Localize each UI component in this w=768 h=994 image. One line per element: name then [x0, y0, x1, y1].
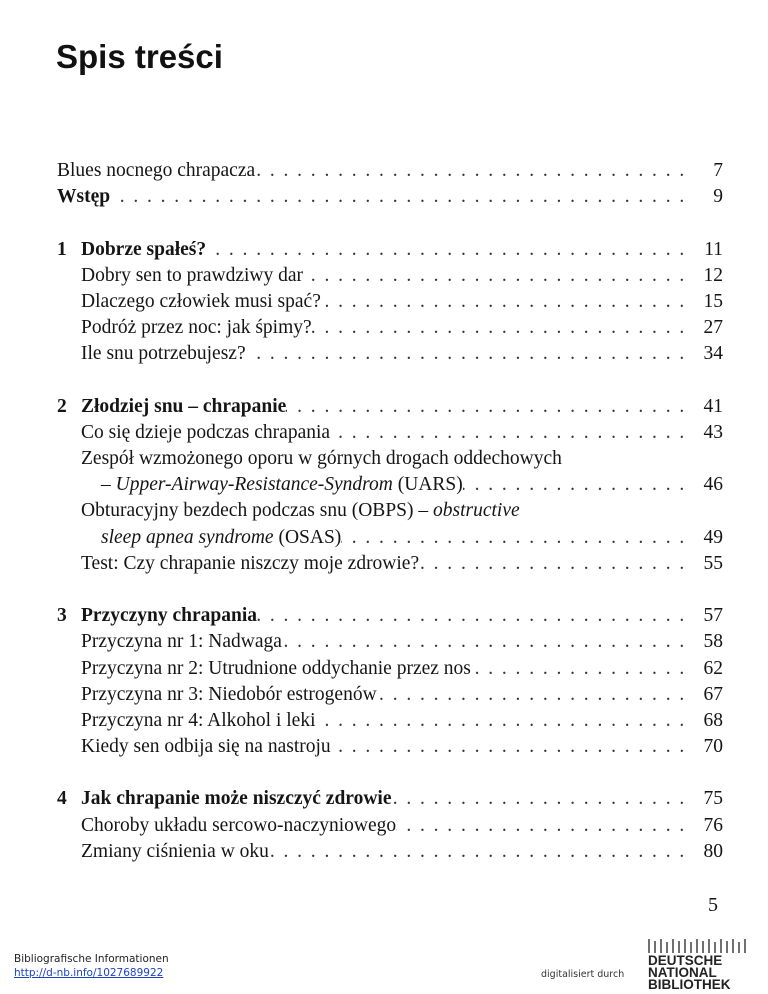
dnb-logo-bars: [649, 939, 745, 953]
toc-entry[interactable]: [57, 525, 723, 551]
toc-entry[interactable]: [57, 289, 723, 315]
toc-entry-text: Dobrze spałeś?: [81, 238, 207, 260]
toc-entry-suffix: (OSAS): [273, 526, 342, 548]
toc-entry-text: Blues nocnego chrapacza: [57, 159, 256, 181]
toc-page-number: 76: [703, 814, 723, 836]
toc-page-number: 62: [703, 657, 723, 679]
toc-entry-title: [57, 158, 255, 184]
toc-entry-title: [81, 786, 392, 812]
toc-entry-italic: sleep apnea syndrome: [101, 526, 274, 548]
toc-entry-text: Podróż przez noc: jak śpimy?: [81, 317, 312, 339]
biblio-label: Bibliografische Informationen: [14, 953, 169, 965]
chapter-number: 4: [57, 788, 67, 810]
toc-entry[interactable]: [57, 498, 723, 524]
dnb-logo-text: [648, 953, 731, 991]
toc-page-number: 43: [703, 421, 723, 443]
toc-entry[interactable]: [57, 813, 723, 839]
toc-page-number: 57: [703, 605, 723, 627]
toc-entry-title: [81, 263, 303, 289]
toc-entry-italic: obstructive: [433, 500, 520, 522]
dnb-logo: [646, 939, 752, 991]
toc-entry[interactable]: [57, 551, 723, 577]
toc-entry-text: Przyczyna nr 1: Nadwaga: [81, 631, 282, 653]
chapter-number: 1: [57, 238, 67, 260]
toc-entry-title: [81, 551, 419, 577]
dot-leader: [269, 839, 693, 865]
toc-entry-title: [101, 472, 463, 498]
toc-entry[interactable]: [57, 734, 723, 760]
toc-entry-title: [81, 629, 282, 655]
page-title: Spis treści: [56, 38, 223, 75]
dot-leader: [331, 734, 693, 760]
dot-leader: [471, 656, 693, 682]
toc-entry[interactable]: [57, 656, 723, 682]
toc-entry-italic: Upper-Airway-Resistance-Syndrom: [115, 474, 393, 496]
toc-entry[interactable]: [57, 341, 723, 367]
toc-entry-text: Przyczyny chrapania: [81, 605, 258, 627]
toc-page-number: 46: [703, 474, 723, 496]
toc-entry-text: Jak chrapanie może niszczyć zdrowie: [81, 788, 392, 810]
digitized-by-label: digitalisiert durch: [541, 969, 625, 980]
bibliographic-info: [14, 952, 169, 980]
toc-entry-title: [81, 734, 331, 760]
toc-entry-text: Choroby układu sercowo-naczyniowego: [81, 814, 397, 836]
toc-gap: [57, 368, 723, 394]
toc-page-number: 75: [703, 788, 723, 810]
toc-entry-text: Test: Czy chrapanie niszczy moje zdrowie?: [81, 552, 420, 574]
toc-entry[interactable]: [57, 420, 723, 446]
dnb-logo-line-1: DEUTSCHE: [648, 953, 723, 968]
dot-leader: [316, 708, 694, 734]
toc-entry[interactable]: [57, 629, 723, 655]
toc-entry-title: [57, 184, 110, 210]
toc-page-number: 55: [703, 552, 723, 574]
toc-gap: [57, 577, 723, 603]
toc-entry-text: Dlaczego człowiek musi spać?: [81, 290, 321, 312]
dot-leader: [110, 184, 693, 210]
toc-entry[interactable]: [57, 315, 723, 341]
toc-entry-text: Wstęp: [57, 186, 111, 208]
toc-page-number: 41: [703, 395, 723, 417]
toc-page-number: 80: [703, 840, 723, 862]
toc-page-number: 12: [703, 264, 723, 286]
dot-leader: [282, 629, 693, 655]
toc-page-number: 34: [703, 343, 723, 365]
dot-leader: [463, 472, 693, 498]
toc-entry-title: [81, 289, 321, 315]
dot-leader: [303, 263, 693, 289]
toc-entry-title: [81, 315, 312, 341]
dot-leader: [330, 420, 693, 446]
toc-entry[interactable]: [57, 237, 723, 263]
dnb-logo-line-2: NATIONAL: [648, 965, 717, 980]
toc-entry-title: [101, 525, 341, 551]
toc-entry-text: Przyczyna nr 3: Niedobór estrogenów: [81, 683, 377, 705]
toc-entry[interactable]: [57, 263, 723, 289]
toc-entry-title: [81, 708, 316, 734]
toc-entry[interactable]: [57, 682, 723, 708]
biblio-link[interactable]: http://d-nb.info/1027689922: [14, 967, 164, 979]
toc-entry-title: [81, 420, 330, 446]
dot-leader: [341, 525, 693, 551]
page-number: 5: [708, 894, 718, 916]
dot-leader: [396, 813, 693, 839]
toc-entry-text: Złodziej snu – chrapanie: [81, 395, 287, 417]
toc-entry[interactable]: [57, 394, 723, 420]
chapter-number: 2: [57, 395, 67, 417]
toc-gap: [57, 760, 723, 786]
toc-entry-text: Kiedy sen odbija się na nastroju: [81, 736, 331, 758]
toc-entry-text: Zmiany ciśnienia w oku: [81, 840, 269, 862]
dnb-logo-line-3: BIBLIOTHEK: [648, 977, 731, 991]
toc-entry-suffix: (UARS): [392, 474, 463, 496]
toc-entry-text: Co się dzieje podczas chrapania: [81, 421, 331, 443]
toc-page-number: 67: [703, 683, 723, 705]
toc-page-number: 15: [703, 290, 723, 312]
toc-entry[interactable]: [57, 839, 723, 865]
toc-entry[interactable]: [57, 446, 723, 472]
toc-entry-text: Dobry sen to prawdziwy dar: [81, 264, 304, 286]
toc-entry[interactable]: [57, 603, 723, 629]
toc-entry-text: Zespół wzmożonego oporu w górnych drogach oddechowych: [81, 448, 562, 470]
dot-leader: [312, 315, 693, 341]
dot-leader: [321, 289, 693, 315]
chapter-number: 3: [57, 605, 67, 627]
toc-entry-title: [81, 603, 257, 629]
toc-gap: [57, 210, 723, 236]
toc-page-number: 70: [703, 736, 723, 758]
toc-entry[interactable]: [57, 158, 723, 184]
toc-entry-title: [81, 656, 471, 682]
toc-entry-text: –: [101, 474, 116, 496]
toc-entry[interactable]: [57, 184, 723, 210]
dot-leader: [206, 237, 693, 263]
toc-entry[interactable]: [57, 787, 723, 813]
toc-entry-title: [81, 498, 520, 524]
toc-page-number: 68: [703, 709, 723, 731]
toc-entry-text: Przyczyna nr 4: Alkohol i leki: [81, 709, 316, 731]
dot-leader: [255, 158, 693, 184]
toc-entry-text: Obturacyjny bezdech podczas snu (OBPS) –: [81, 500, 433, 522]
toc-page-number: 11: [704, 238, 723, 260]
toc-entry-title: [81, 237, 206, 263]
dot-leader: [257, 603, 693, 629]
toc-page-number: 27: [703, 317, 723, 339]
dot-leader: [246, 341, 693, 367]
toc-page-number: 49: [703, 526, 723, 548]
toc-entry-title: [81, 341, 246, 367]
toc-page-number: 9: [713, 186, 723, 208]
toc-entry[interactable]: [57, 472, 723, 498]
dot-leader: [419, 551, 693, 577]
dot-leader: [377, 682, 693, 708]
toc-page-number: 58: [703, 631, 723, 653]
table-of-contents: [57, 158, 723, 865]
dot-leader: [286, 394, 693, 420]
dot-leader: [392, 786, 694, 812]
toc-entry-text: Przyczyna nr 2: Utrudnione oddychanie przez nos: [81, 657, 471, 679]
toc-entry[interactable]: [57, 708, 723, 734]
toc-entry-title: [81, 813, 396, 839]
toc-entry-title: [81, 839, 269, 865]
toc-entry-title: [81, 682, 377, 708]
toc-entry-title: [81, 446, 562, 472]
toc-page-number: 7: [713, 159, 723, 181]
toc-entry-title: [81, 394, 286, 420]
toc-entry-text: Ile snu potrzebujesz?: [81, 343, 246, 365]
